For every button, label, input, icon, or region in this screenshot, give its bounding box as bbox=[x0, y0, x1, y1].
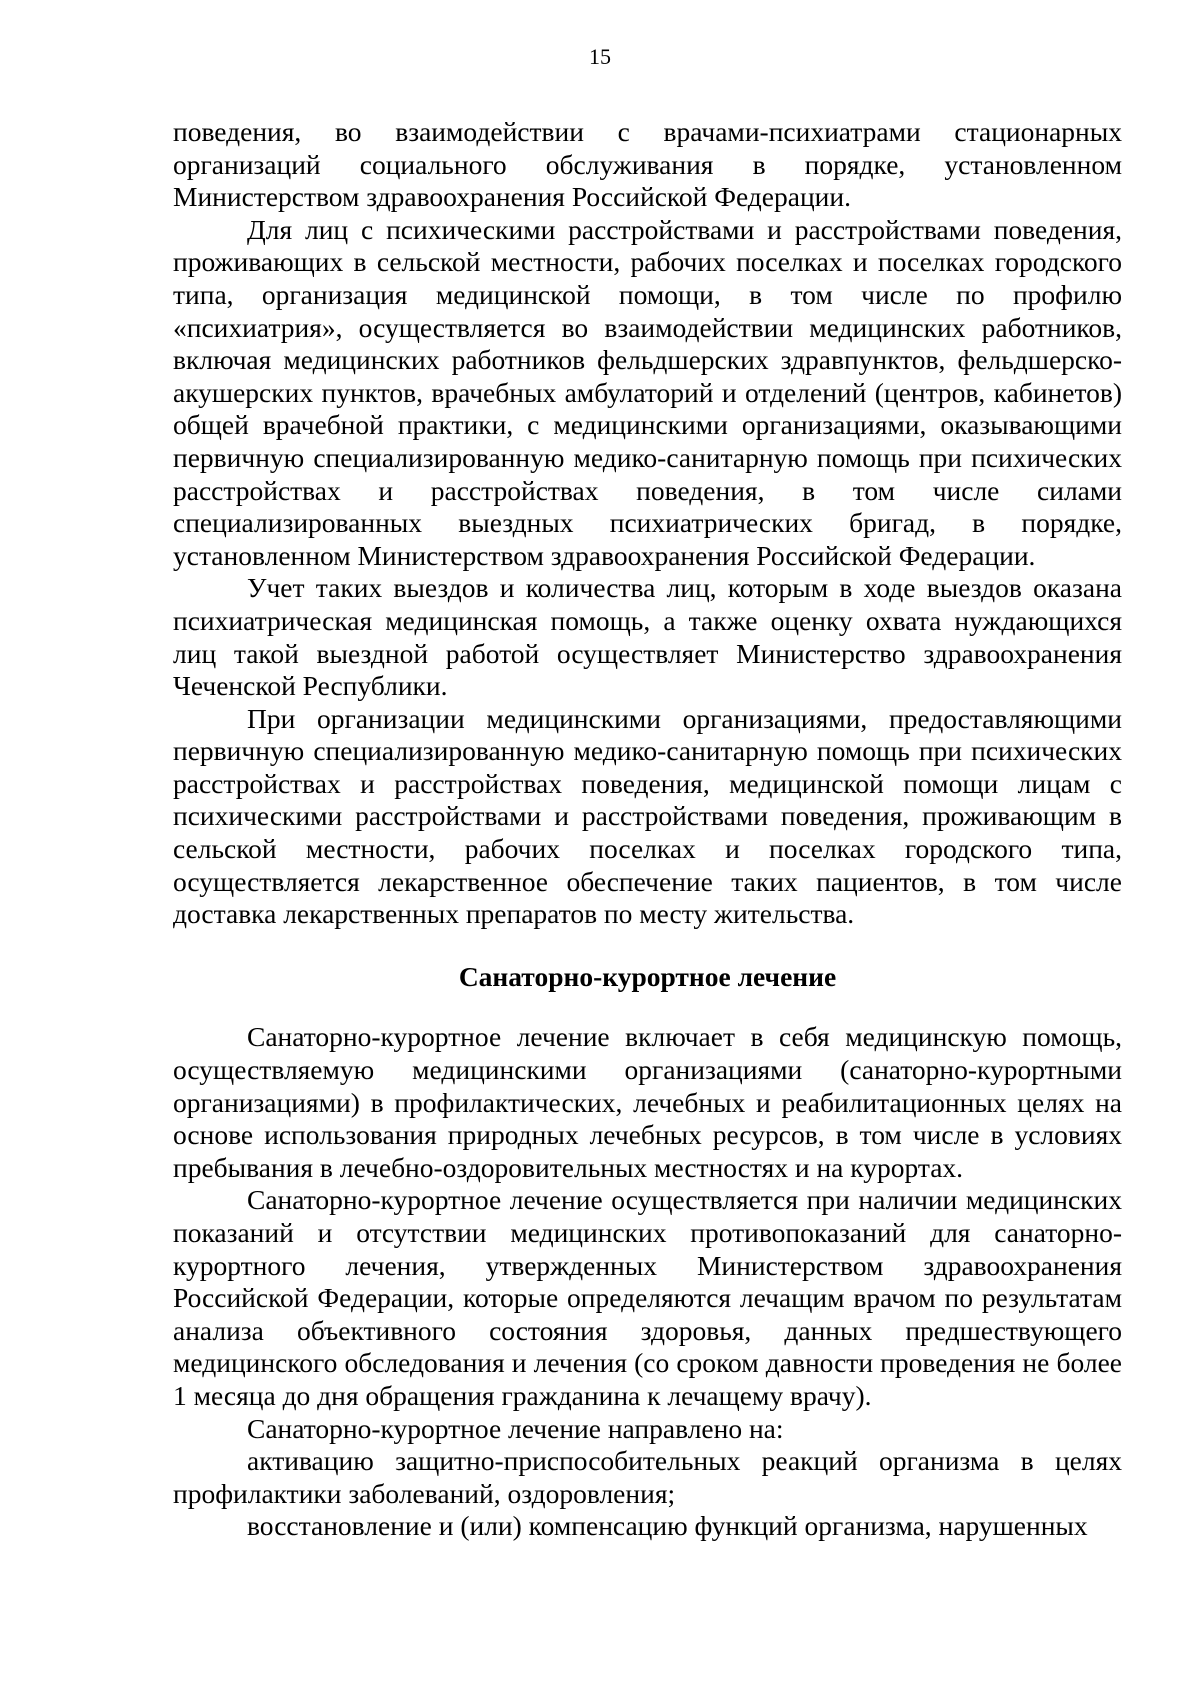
paragraph: Для лиц с психическими расстройствами и расстройствами поведения, проживающих в сельской местности, рабочих поселках и поселках городского типа, организация медицинской помощи, в том числе по профилю «психиатрия», осуществляется во взаимодействии медицинских работников, включая медицинских работников фельдшерских здравпунктов, фельдшерско-акушерских пунктов, врачебных амбулаторий и отделений (центров, кабинетов) общей врачебной практики, с медицинскими организациями, оказывающими первичную специализированную медико-санитарную помощь при психических расстройствах и расстройствах поведения, в том числе силами специализированных выездных психиатрических бригад, в порядке, установленном Министерством здравоохранения Российской Федерации. bbox=[173, 213, 1122, 571]
paragraph: При организации медицинскими организациями, предоставляющими первичную специализированную медико-санитарную помощь при психических расстройствах и расстройствах поведения, медицинской помощи лицам с психическими расстройствами и расстройствами поведения, проживающим в сельской местности, рабочих поселках и поселках городского типа, осуществляется лекарственное обеспечение таких пациентов, в том числе доставка лекарственных препаратов по месту жительства. bbox=[173, 702, 1122, 930]
paragraph: Учет таких выездов и количества лиц, которым в ходе выездов оказана психиатрическая медицинская помощь, а также оценку охвата нуждающихся лиц такой выездной работой осуществляет Министерство здравоохранения Чеченской Республики. bbox=[173, 572, 1122, 702]
paragraph: активацию защитно-приспособительных реакций организма в целях профилактики заболеваний, оздоровления; bbox=[173, 1445, 1122, 1509]
paragraph: Санаторно-курортное лечение осуществляется при наличии медицинских показаний и отсутствии медицинских противопоказаний для санаторно-курортного лечения, утвержденных Министерством здравоохранения Российской Федерации, которые определяются лечащим врачом по результатам анализа объективного состояния здоровья, данных предшествующего медицинского обследования и лечения (со сроком давности проведения не более 1 месяца до дня обращения гражданина к лечащему врачу). bbox=[173, 1184, 1122, 1411]
paragraph: Санаторно-курортное лечение включает в себя медицинскую помощь, осуществляемую медицинскими организациями (санаторно-курортными организациями) в профилактических, лечебных и реабилитационных целях на основе использования природных лечебных ресурсов, в том числе в условиях пребывания в лечебно-оздоровительных местностях и на курортах. bbox=[173, 1021, 1122, 1183]
section-heading: Санаторно-курортное лечение bbox=[458, 960, 837, 992]
document-body bbox=[173, 116, 1122, 1543]
page-number: 15 bbox=[589, 44, 611, 69]
paragraph: восстановление и (или) компенсацию функций организма, нарушенных bbox=[247, 1510, 1088, 1542]
paragraph: Санаторно-курортное лечение направлено на: bbox=[247, 1412, 784, 1444]
paragraph: поведения, во взаимодействии с врачами-психиатрами стационарных организаций социального обслуживания в порядке, установленном Министерством здравоохранения Российской Федерации. bbox=[173, 116, 1122, 213]
